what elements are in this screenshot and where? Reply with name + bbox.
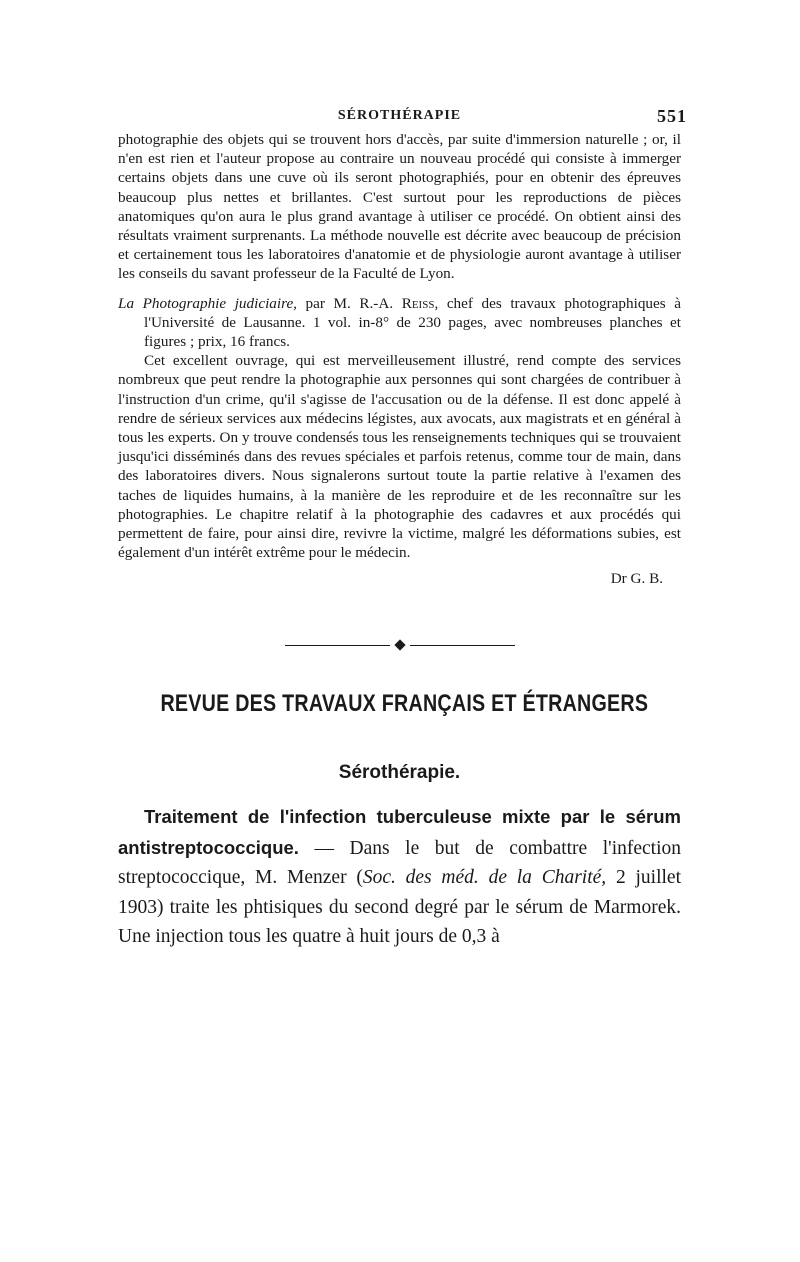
article-title: Traitement de l'infection tuberculeuse mixte par le sérum antistreptococcique. xyxy=(118,806,681,858)
article-paragraph xyxy=(118,802,681,952)
divider-line-left xyxy=(285,645,390,646)
subsection-title: Sérothérapie. xyxy=(338,762,461,784)
running-head xyxy=(118,106,687,130)
book-by: par M. R.-A. xyxy=(296,294,402,312)
book-details: chef des travaux photographiques à l'Université de Lausanne. 1 vol. in-8° de 230 pages, avec nombreuses planches et figures ; prix, 16 francs. xyxy=(144,294,681,351)
review-continuation-paragraph: photographie des objets qui se trouvent hors d'accès, par suite d'immersion naturelle ; or, il n'en est rien et l'auteur propose au contraire un nouveau procédé qui consiste à immerger certains objets dans une cuve où ils seront photographiés, pour en obtenir des épreuves beaucoup plus nettes et brillantes. C'est surtout pour les reproductions de pièces anatomiques qu'on aura le plus grand avantage à utiliser ce procédé. On obtient ainsi des résultats vraiment surprenants. La méthode nouvelle est décrite avec beaucoup de précision et certainement tous les laboratoires d'anatomie et de physiologie auront avantage à utiliser les conseils du savant professeur de la Faculté de Lyon. xyxy=(118,131,681,283)
book-title: La Photographie judiciaire, xyxy=(118,294,297,312)
section-title: REVUE DES TRAVAUX FRANÇAIS ET ÉTRANGERS xyxy=(160,690,649,718)
running-title: SÉROTHÉRAPIE xyxy=(337,108,462,123)
article-rest: 2 juillet 1903) traite les phtisiques du second degré par le sérum de Marmorek. Une injection tous les quatre à huit jours de 0,3 à xyxy=(118,867,681,948)
book-author: Reiss, xyxy=(401,294,439,312)
review-signature: Dr G. B. xyxy=(610,570,663,588)
article-intro: — Dans le but de combattre l'infection streptococcique, M. Menzer ( xyxy=(118,837,681,889)
page-number: 551 xyxy=(657,106,687,126)
divider-line-right xyxy=(410,645,515,646)
book-entry xyxy=(118,294,681,352)
book-review-paragraph: Cet excellent ouvrage, qui est merveilleusement illustré, rend compte des services nombreux que peut rendre la photographie aux personnes qui sont chargées de contribuer à l'instruction d'un crime, qu'il s'agisse de l'accusation ou de la défense. Il est donc appelé à rendre de sérieux services aux médecins légistes, aux avocats, aux magistrats et en général à tous les experts. On y trouve condensés tous les renseignements techniques qui se trouvaient jusqu'ici disséminés dans des revues spéciales et parfois retenus, comme tour de main, dans des laboratoires divers. Nous signalerons surtout toute la partie relative à l'examen des taches de liquides humains, à la manière de les reproduire et de les reconnaître sur les photographies. Le chapitre relatif à la photographie des cadavres et aux procédés qui permettent de faire, pour ainsi dire, revivre la victime, malgré les déformations subies, est également d'un intérêt extrême pour le médecin. xyxy=(118,352,681,562)
diamond-icon xyxy=(394,640,405,651)
article-source: Soc. des méd. de la Charité, xyxy=(362,867,607,889)
journal-page xyxy=(118,106,687,952)
section-divider-ornament xyxy=(285,640,515,652)
